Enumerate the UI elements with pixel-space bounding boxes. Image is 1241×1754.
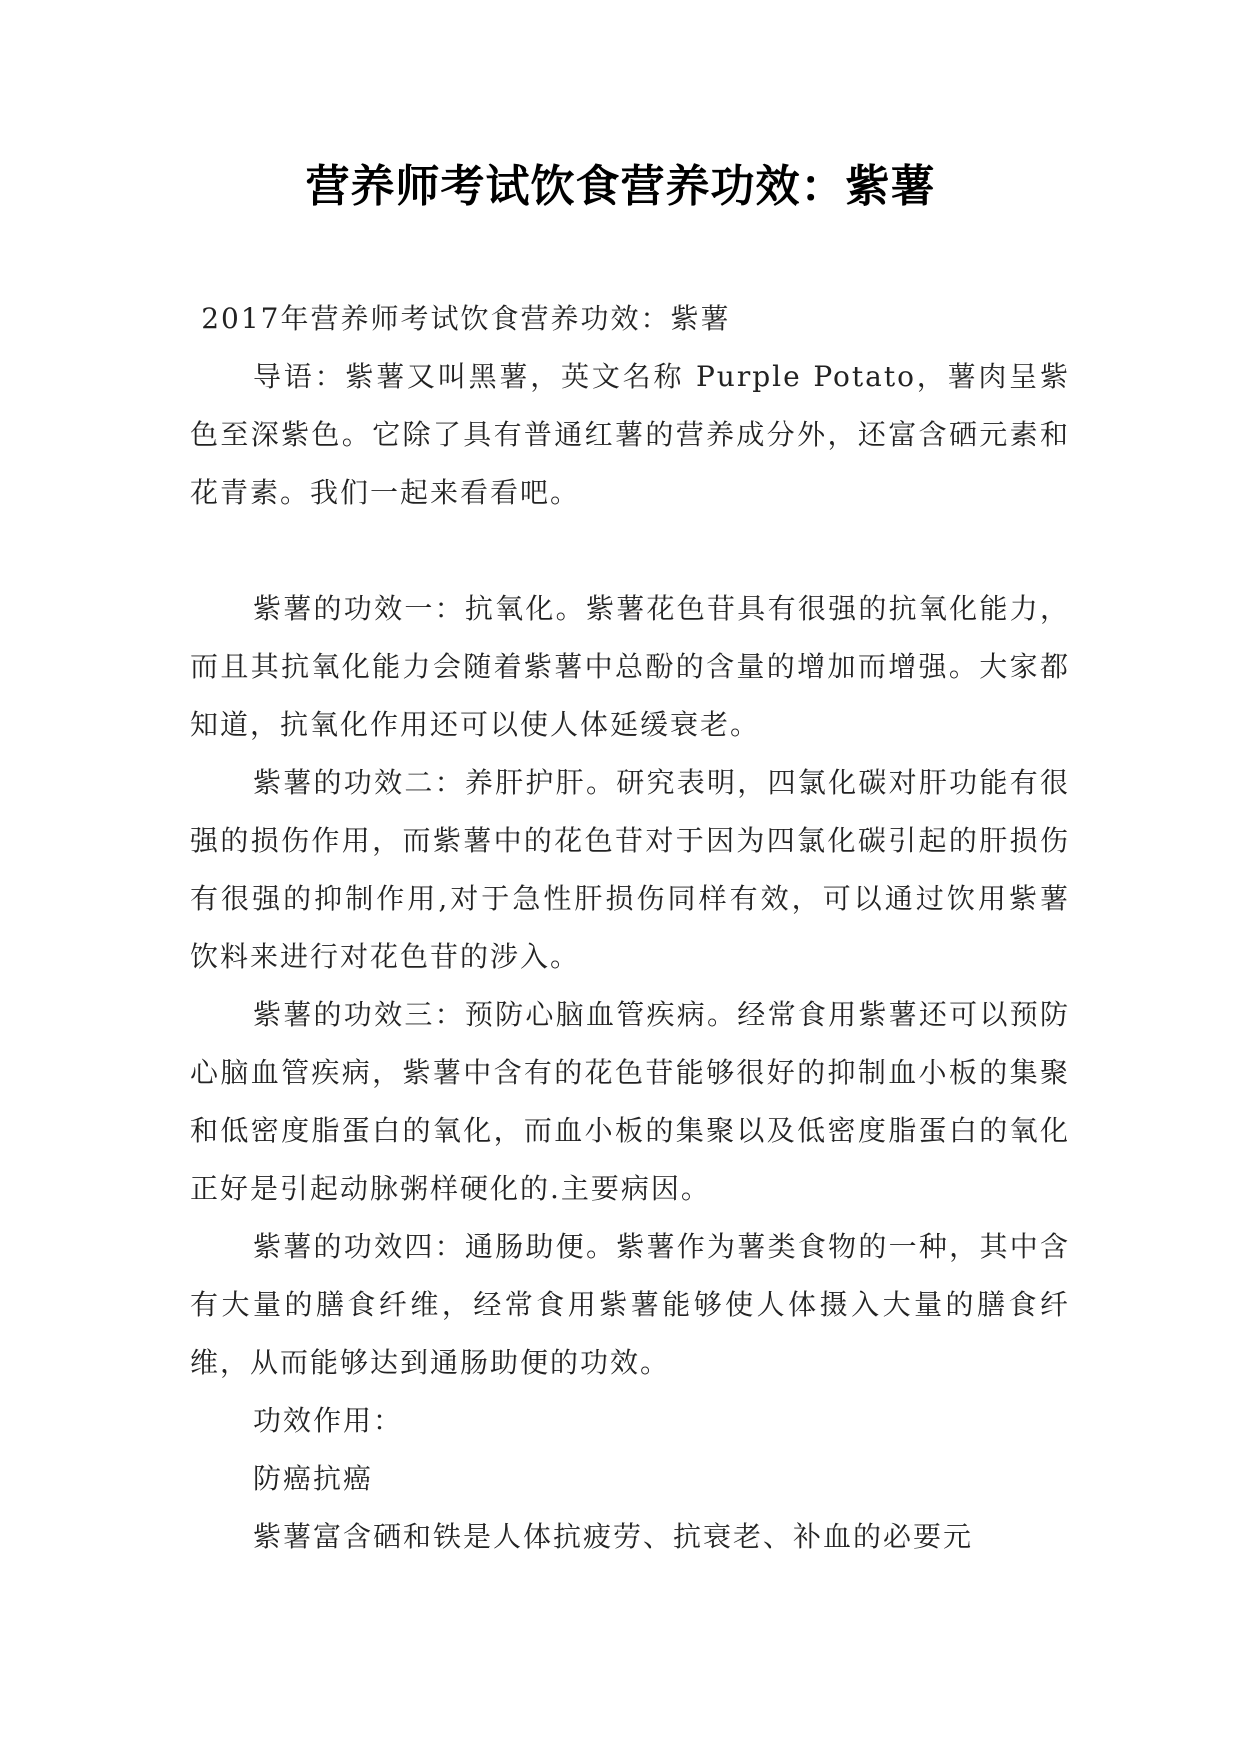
document-body [190,290,1070,1566]
subtitle-line: 2017年营养师考试饮食营养功效：紫薯 [201,302,731,335]
effects-heading: 功效作用： [253,1404,404,1437]
document-title: 营养师考试饮食营养功效：紫薯 [305,161,936,212]
benefit-1-paragraph: 紫薯的功效一：抗氧化。紫薯花色苷具有很强的抗氧化能力，而且其抗氧化能力会随着紫薯中总酚的含量的增加而增强。大家都知道，抗氧化作用还可以使人体延缓衰老。 [190,592,1070,741]
anticancer-heading: 防癌抗癌 [253,1462,374,1495]
benefit-2-paragraph: 紫薯的功效二：养肝护肝。研究表明，四氯化碳对肝功能有很强的损伤作用，而紫薯中的花色苷对于因为四氯化碳引起的肝损伤有很强的抑制作用,对于急性肝损伤同样有效，可以通过饮用紫薯饮料来进行对花色苷的涉入。 [190,766,1070,973]
intro-paragraph: 导语：紫薯又叫黑薯，英文名称 Purple Potato，薯肉呈紫色至深紫色。它除了具有普通红薯的营养成分外，还富含硒元素和花青素。我们一起来看看吧。 [190,360,1070,509]
benefit-4-paragraph: 紫薯的功效四：通肠助便。紫薯作为薯类食物的一种，其中含有大量的膳食纤维，经常食用紫薯能够使人体摄入大量的膳食纤维，从而能够达到通肠助便的功效。 [190,1230,1070,1379]
anticancer-paragraph: 紫薯富含硒和铁是人体抗疲劳、抗衰老、补血的必要元 [253,1520,974,1553]
paragraph-gap [190,522,1070,580]
benefit-3-paragraph: 紫薯的功效三：预防心脑血管疾病。经常食用紫薯还可以预防心脑血管疾病，紫薯中含有的花色苷能够很好的抑制血小板的集聚和低密度脂蛋白的氧化，而血小板的集聚以及低密度脂蛋白的氧化正好是引起动脉粥样硬化的.主要病因。 [190,998,1070,1205]
